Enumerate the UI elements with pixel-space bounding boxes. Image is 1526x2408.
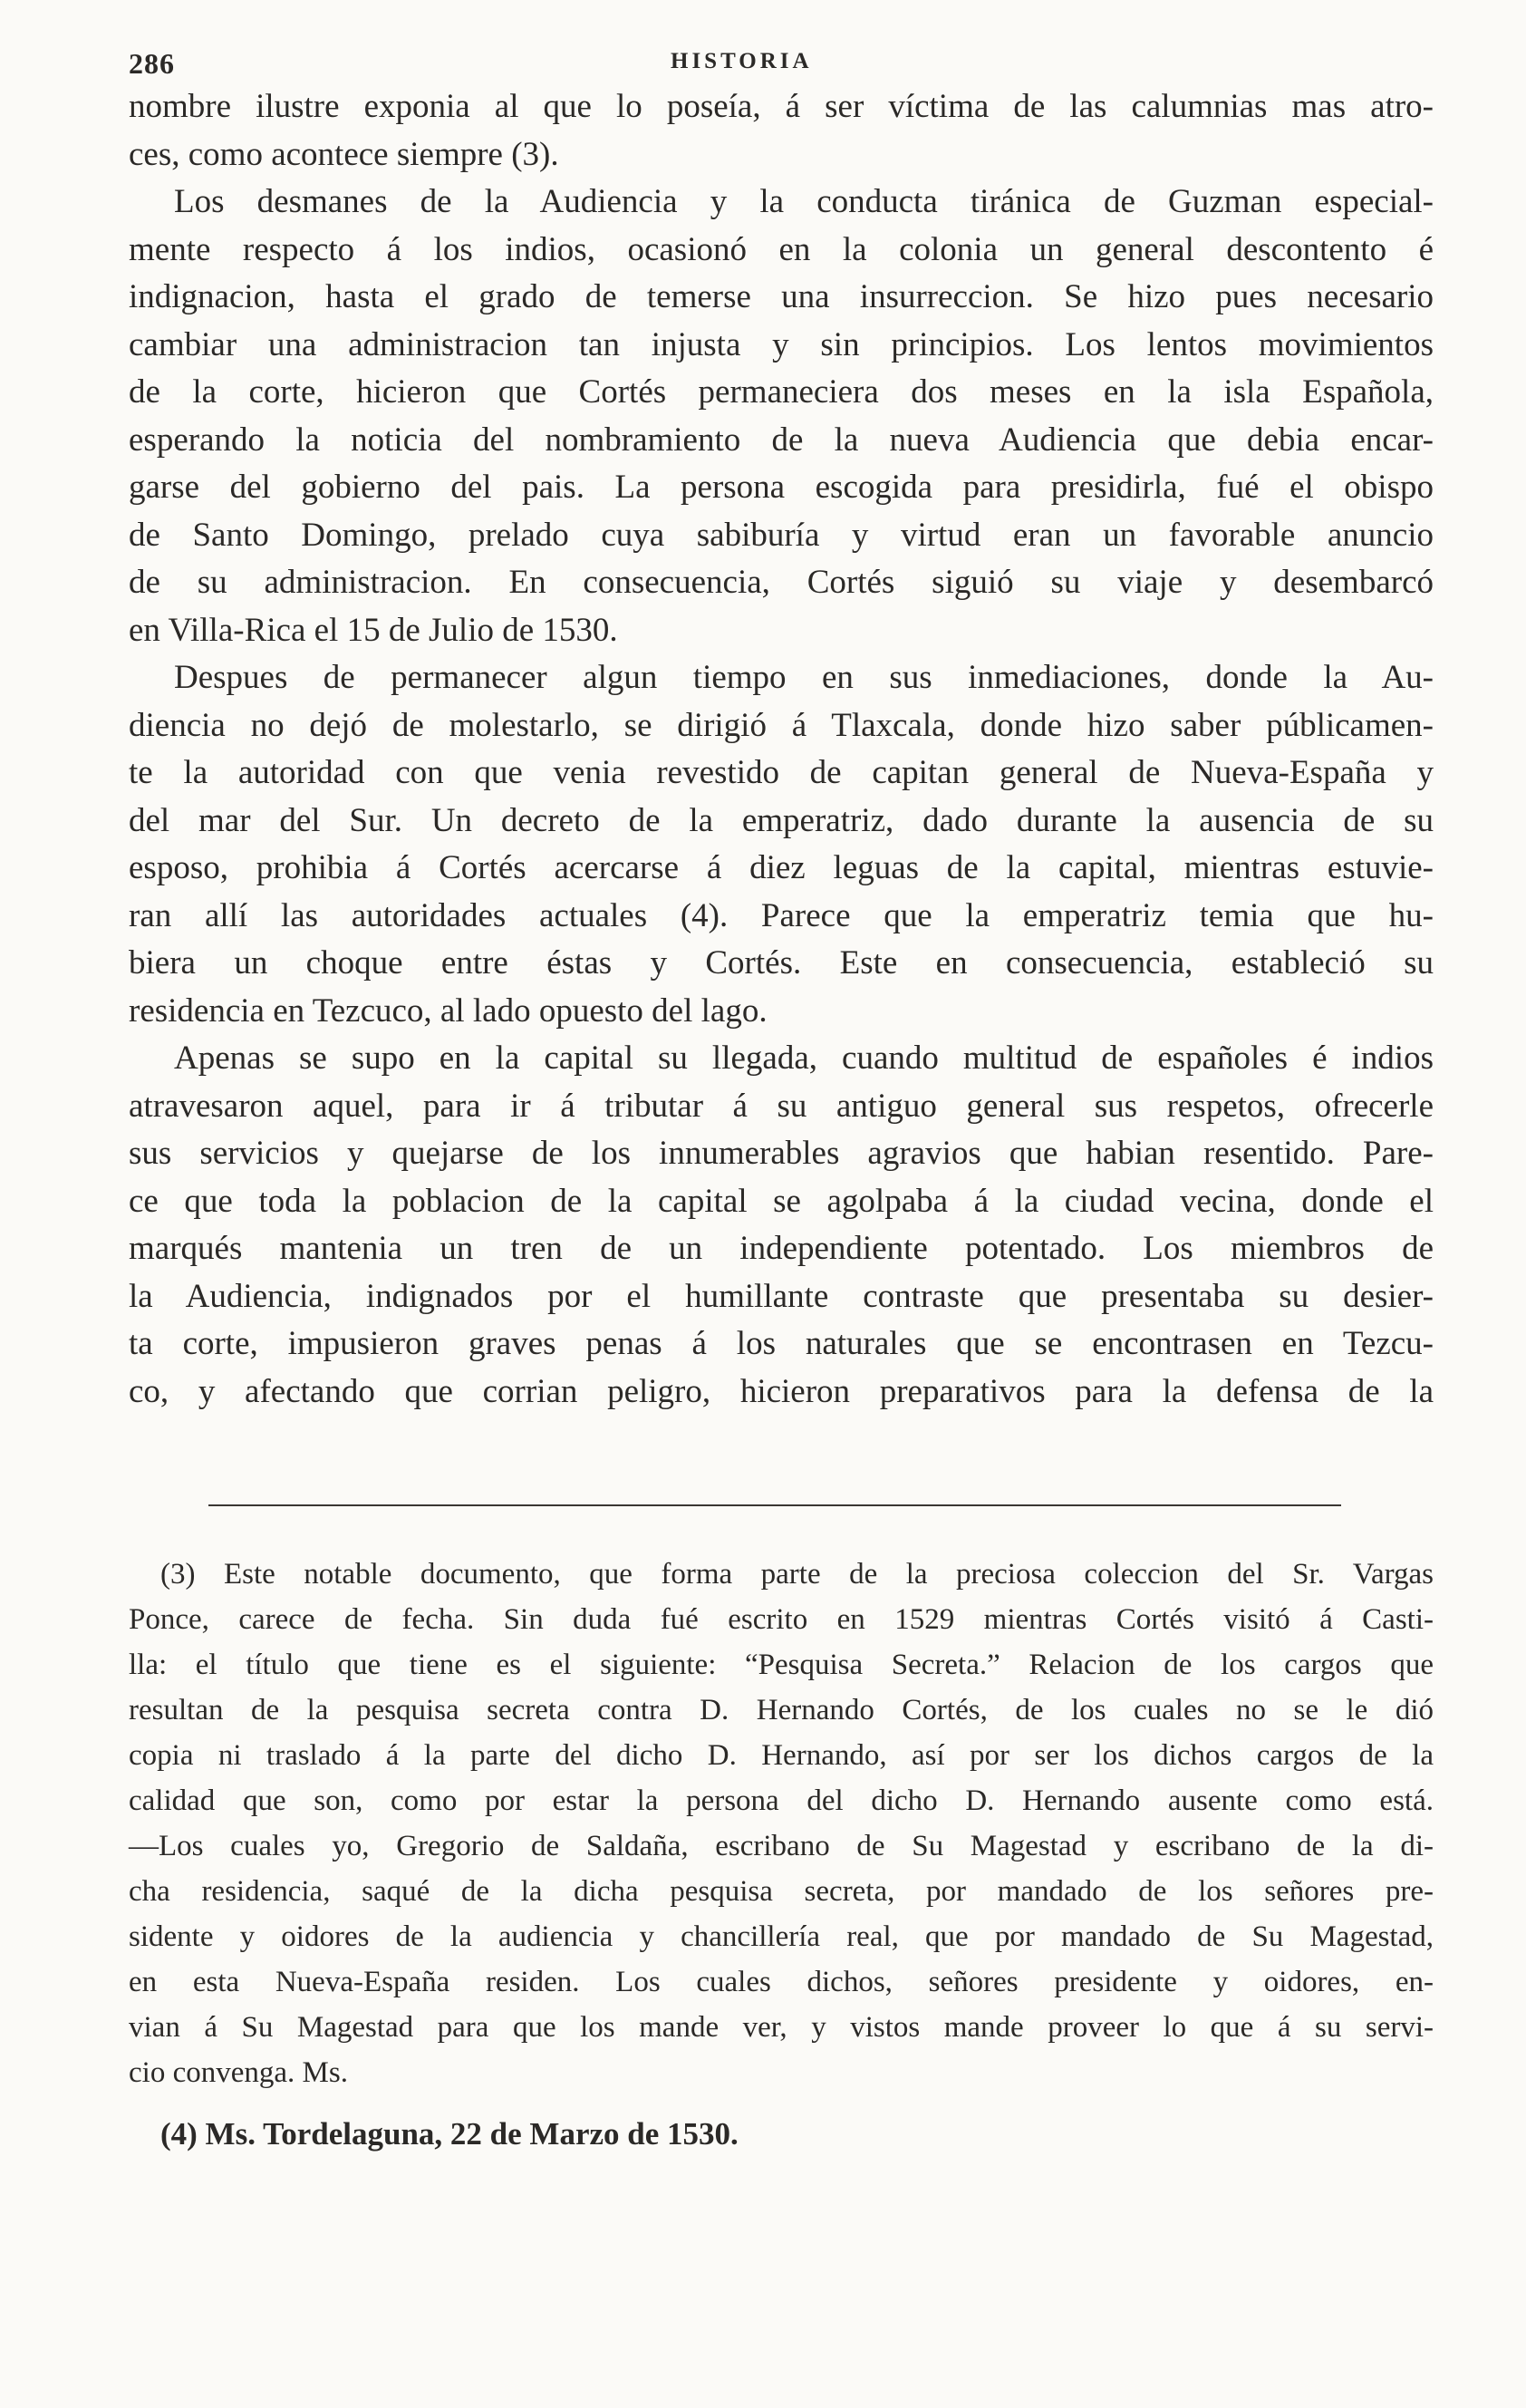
text-line: ce que toda la poblacion de la capital se agolpaba á la ciudad vecina, donde el bbox=[129, 1182, 1434, 1220]
text-line: Los desmanes de la Audiencia y la conducta tiránica de Guzman especial- bbox=[174, 183, 1434, 220]
text-line: de la corte, hicieron que Cortés permaneciera dos meses en la isla Española, bbox=[129, 373, 1434, 411]
main-text bbox=[129, 83, 1434, 1416]
text-line: del mar del Sur. Un decreto de la emperatriz, dado durante la ausencia de su bbox=[129, 801, 1434, 839]
text-line: en Villa-Rica el 15 de Julio de 1530. bbox=[129, 611, 618, 649]
text-line: co, y afectando que corrian peligro, hicieron preparativos para la defensa de la bbox=[129, 1372, 1434, 1410]
footnote-line: —Los cuales yo, Gregorio de Saldaña, escribano de Su Magestad y escribano de la di- bbox=[129, 1830, 1434, 1862]
text-line: mente respecto á los indios, ocasionó en la colonia un general descontento é bbox=[129, 230, 1434, 268]
text-line: de Santo Domingo, prelado cuya sabiburía y virtud eran un favorable anuncio bbox=[129, 516, 1434, 554]
footnote-4: (4) Ms. Tordelaguna, 22 de Marzo de 1530. bbox=[160, 2116, 739, 2152]
footnote-line: sidente y oidores de la audiencia y chancillería real, que por mandado de Su Magestad, bbox=[129, 1920, 1434, 1953]
text-line: ces, como acontece siempre (3). bbox=[129, 135, 559, 173]
text-line: garse del gobierno del pais. La persona escogida para presidirla, fué el obispo bbox=[129, 469, 1434, 506]
footnote-line: (3) Este notable documento, que forma parte de la preciosa coleccion del Sr. Vargas bbox=[160, 1558, 1434, 1591]
footnote-line: resultan de la pesquisa secreta contra D. Hernando Cortés, de los cuales no se le dió bbox=[129, 1694, 1434, 1726]
footnote-line: copia ni traslado á la parte del dicho D. Hernando, así por ser los dichos cargos de la bbox=[129, 1739, 1434, 1772]
text-line: cambiar una administracion tan injusta y sin principios. Los lentos movimientos bbox=[129, 325, 1434, 363]
text-line: nombre ilustre exponia al que lo poseía, á ser víctima de las calumnias mas atro- bbox=[129, 88, 1434, 125]
text-line: Apenas se supo en la capital su llegada, cuando multitud de españoles é indios bbox=[174, 1040, 1434, 1077]
footnote-divider bbox=[208, 1504, 1341, 1506]
text-line: indignacion, hasta el grado de temerse una insurreccion. Se hizo pues necesario bbox=[129, 278, 1434, 315]
page-number: 286 bbox=[129, 47, 175, 80]
text-line: diencia no dejó de molestarlo, se dirigió á Tlaxcala, donde hizo saber públicamen- bbox=[129, 706, 1434, 744]
footnote-line: cio convenga. Ms. bbox=[129, 2056, 348, 2089]
text-line: residencia en Tezcuco, al lado opuesto del lago. bbox=[129, 991, 768, 1030]
text-line: ta corte, impusieron graves penas á los naturales que se encontrasen en Tezcu- bbox=[129, 1325, 1434, 1362]
text-line: sus servicios y quejarse de los innumerables agravios que habian resentido. Pare- bbox=[129, 1135, 1434, 1172]
text-line: te la autoridad con que venia revestido de capitan general de Nueva-España y bbox=[129, 754, 1434, 791]
text-line: atravesaron aquel, para ir á tributar á su antiguo general sus respetos, ofrecerle bbox=[129, 1087, 1434, 1125]
footnote-line: cha residencia, saqué de la dicha pesquisa secreta, por mandado de los señores pre- bbox=[129, 1875, 1434, 1908]
footnote-line: en esta Nueva-España residen. Los cuales dichos, señores presidente y oidores, en- bbox=[129, 1966, 1434, 1998]
text-line: esperando la noticia del nombramiento de la nueva Audiencia que debia encar- bbox=[129, 421, 1434, 459]
text-line: de su administracion. En consecuencia, Cortés siguió su viaje y desembarcó bbox=[129, 564, 1434, 601]
text-line: ran allí las autoridades actuales (4). Parece que la emperatriz temia que hu- bbox=[129, 896, 1434, 934]
footnotes bbox=[129, 1552, 1434, 2157]
footnote-line: Ponce, carece de fecha. Sin duda fué escrito en 1529 mientras Cortés visitó á Casti- bbox=[129, 1603, 1434, 1636]
text-line: la Audiencia, indignados por el humillante contraste que presentaba su desier- bbox=[129, 1277, 1434, 1315]
running-title: HISTORIA bbox=[671, 49, 813, 73]
page-header bbox=[129, 47, 1434, 85]
footnote-line: calidad que son, como por estar la persona del dicho D. Hernando ausente como está. bbox=[129, 1784, 1434, 1817]
text-line: Despues de permanecer algun tiempo en sus inmediaciones, donde la Au- bbox=[174, 659, 1434, 696]
text-line: marqués mantenia un tren de un independiente potentado. Los miembros de bbox=[129, 1230, 1434, 1267]
text-line: esposo, prohibia á Cortés acercarse á diez leguas de la capital, mientras estuvie- bbox=[129, 849, 1434, 886]
footnote-line: vian á Su Magestad para que los mande ver, y vistos mande proveer lo que á su servi- bbox=[129, 2011, 1434, 2044]
text-line: biera un choque entre éstas y Cortés. Este en consecuencia, estableció su bbox=[129, 944, 1434, 982]
footnote-line: lla: el título que tiene es el siguiente: “Pesquisa Secreta.” Relacion de los cargos que bbox=[129, 1649, 1434, 1681]
